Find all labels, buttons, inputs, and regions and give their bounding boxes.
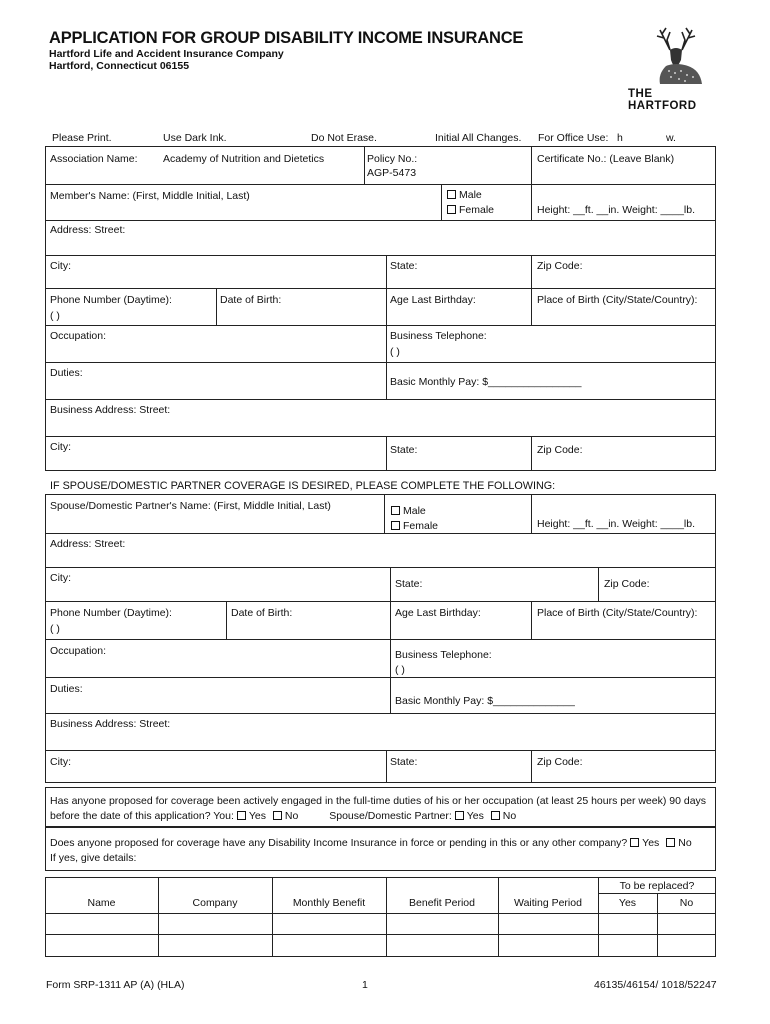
member-age[interactable]: Age Last Birthday:	[390, 294, 476, 306]
q1-you-yes[interactable]: Yes	[237, 810, 266, 822]
member-business-zip[interactable]: Zip Code:	[537, 444, 583, 456]
q1-spouse-yes[interactable]: Yes	[455, 810, 484, 822]
member-male-option[interactable]: Male	[447, 189, 482, 201]
member-duties[interactable]: Duties:	[50, 367, 83, 379]
table-header-monthly-benefit: Monthly Benefit	[292, 897, 366, 909]
policy-no-label: Policy No.:	[367, 153, 418, 165]
company-name: Hartford Life and Accident Insurance Company	[49, 48, 284, 60]
spouse-basic-monthly-pay[interactable]: Basic Monthly Pay: $______________	[395, 695, 575, 707]
member-state[interactable]: State:	[390, 260, 418, 272]
q1-spouse-no[interactable]: No	[491, 810, 516, 822]
q1-text-line1: Has anyone proposed for coverage been actively engaged in the full-time duties of his or her occupation (at least 25 hours per week) 90 days	[50, 795, 707, 807]
instruction-initial: Initial All Changes.	[435, 132, 522, 144]
header	[49, 29, 523, 72]
logo-text-the: THE	[628, 88, 653, 100]
checkbox-icon[interactable]	[455, 811, 464, 820]
spouse-male-option[interactable]: Male	[391, 505, 426, 517]
member-business-city[interactable]: City:	[50, 441, 71, 453]
member-business-telephone-paren: ( )	[390, 346, 400, 358]
member-occupation[interactable]: Occupation:	[50, 330, 107, 342]
member-business-telephone[interactable]: Business Telephone:	[390, 330, 487, 342]
spouse-phone[interactable]: Phone Number (Daytime):	[50, 607, 172, 619]
member-dob[interactable]: Date of Birth:	[220, 294, 282, 306]
q2-text-line1: Does anyone proposed for coverage have any Disability Income Insurance in force or pending in this or any other company? Yes No	[50, 837, 692, 849]
form-code: 46135/46154/ 1018/52247	[594, 979, 717, 991]
instruction-ink: Use Dark Ink.	[163, 132, 227, 144]
spouse-business-city[interactable]: City:	[50, 756, 71, 768]
page-number: 1	[362, 979, 368, 991]
association-name-value[interactable]: Academy of Nutrition and Dietetics	[163, 153, 325, 165]
member-height-weight[interactable]: Height: __ft. __in. Weight: ____lb.	[537, 204, 695, 216]
spouse-female-option[interactable]: Female	[391, 520, 438, 532]
q2-text-line2: If yes, give details:	[50, 852, 137, 864]
checkbox-icon[interactable]	[630, 838, 639, 847]
table-header-to-be-replaced: To be replaced?	[619, 880, 695, 892]
spouse-age[interactable]: Age Last Birthday:	[395, 607, 481, 619]
policy-no-value[interactable]: AGP-5473	[367, 167, 417, 179]
spouse-address-street[interactable]: Address: Street:	[50, 538, 126, 550]
spouse-business-telephone[interactable]: Business Telephone:	[395, 649, 492, 661]
spouse-city[interactable]: City:	[50, 572, 71, 584]
q2-yes[interactable]: Yes	[630, 837, 659, 849]
checkbox-icon[interactable]	[447, 205, 456, 214]
checkbox-icon[interactable]	[391, 521, 400, 530]
q1-text-line2: before the date of this application? You: Yes No Spouse/Domestic Partner: Yes No	[50, 810, 517, 822]
instruction-print: Please Print.	[52, 132, 112, 144]
member-zip[interactable]: Zip Code:	[537, 260, 583, 272]
spouse-dob[interactable]: Date of Birth:	[231, 607, 293, 619]
spouse-duties[interactable]: Duties:	[50, 683, 83, 695]
association-name-label: Association Name:	[50, 153, 138, 165]
member-city[interactable]: City:	[50, 260, 71, 272]
table-row[interactable]	[46, 935, 715, 956]
member-address-street[interactable]: Address: Street:	[50, 224, 126, 236]
table-row[interactable]	[46, 914, 715, 934]
office-use-w: w.	[666, 132, 676, 144]
checkbox-icon[interactable]	[391, 506, 400, 515]
spouse-state[interactable]: State:	[395, 578, 423, 590]
question-other-insurance	[45, 827, 716, 871]
spouse-business-address[interactable]: Business Address: Street:	[50, 718, 171, 730]
hartford-stag-logo	[628, 26, 710, 118]
member-business-state[interactable]: State:	[390, 444, 418, 456]
spouse-business-state[interactable]: State:	[390, 756, 418, 768]
table-header-yes: Yes	[618, 897, 637, 909]
member-phone[interactable]: Phone Number (Daytime):	[50, 294, 172, 306]
q1-you-no[interactable]: No	[273, 810, 298, 822]
member-pob[interactable]: Place of Birth (City/State/Country):	[537, 294, 698, 306]
office-use-label: For Office Use:	[538, 132, 609, 144]
spouse-phone-paren: ( )	[50, 623, 60, 635]
member-business-address[interactable]: Business Address: Street:	[50, 404, 171, 416]
spouse-business-telephone-paren: ( )	[395, 664, 405, 676]
table-header-no: No	[679, 897, 694, 909]
stag-icon	[640, 26, 710, 90]
checkbox-icon[interactable]	[491, 811, 500, 820]
certificate-no-label[interactable]: Certificate No.: (Leave Blank)	[537, 153, 675, 165]
logo-text-hartford: HARTFORD	[628, 100, 697, 112]
table-header-benefit-period: Benefit Period	[409, 897, 475, 909]
form-title: APPLICATION FOR GROUP DISABILITY INCOME INSURANCE	[49, 29, 524, 47]
company-address: Hartford, Connecticut 06155	[49, 60, 190, 72]
checkbox-icon[interactable]	[447, 190, 456, 199]
table-header-name: Name	[87, 897, 116, 909]
member-name-field[interactable]: Member's Name: (First, Middle Initial, Last)	[50, 190, 250, 202]
checkbox-icon[interactable]	[237, 811, 246, 820]
spouse-occupation[interactable]: Occupation:	[50, 645, 107, 657]
checkbox-icon[interactable]	[273, 811, 282, 820]
member-female-option[interactable]: Female	[447, 204, 494, 216]
member-phone-paren: ( )	[50, 310, 60, 322]
q2-no[interactable]: No	[666, 837, 691, 849]
table-header-waiting-period: Waiting Period	[514, 897, 582, 909]
spouse-pob[interactable]: Place of Birth (City/State/Country):	[537, 607, 698, 619]
office-use-h: h	[617, 132, 623, 144]
spouse-zip[interactable]: Zip Code:	[604, 578, 650, 590]
spouse-business-zip[interactable]: Zip Code:	[537, 756, 583, 768]
member-basic-monthly-pay[interactable]: Basic Monthly Pay: $________________	[390, 376, 582, 388]
spouse-name-field[interactable]: Spouse/Domestic Partner's Name: (First, Middle Initial, Last)	[50, 500, 331, 512]
checkbox-icon[interactable]	[666, 838, 675, 847]
spouse-height-weight[interactable]: Height: __ft. __in. Weight: ____lb.	[537, 518, 695, 530]
form-number: Form SRP-1311 AP (A) (HLA)	[46, 979, 185, 991]
table-header-company: Company	[192, 897, 238, 909]
spouse-section-heading: IF SPOUSE/DOMESTIC PARTNER COVERAGE IS DESIRED, PLEASE COMPLETE THE FOLLOWING:	[50, 480, 556, 492]
instruction-erase: Do Not Erase.	[311, 132, 377, 144]
